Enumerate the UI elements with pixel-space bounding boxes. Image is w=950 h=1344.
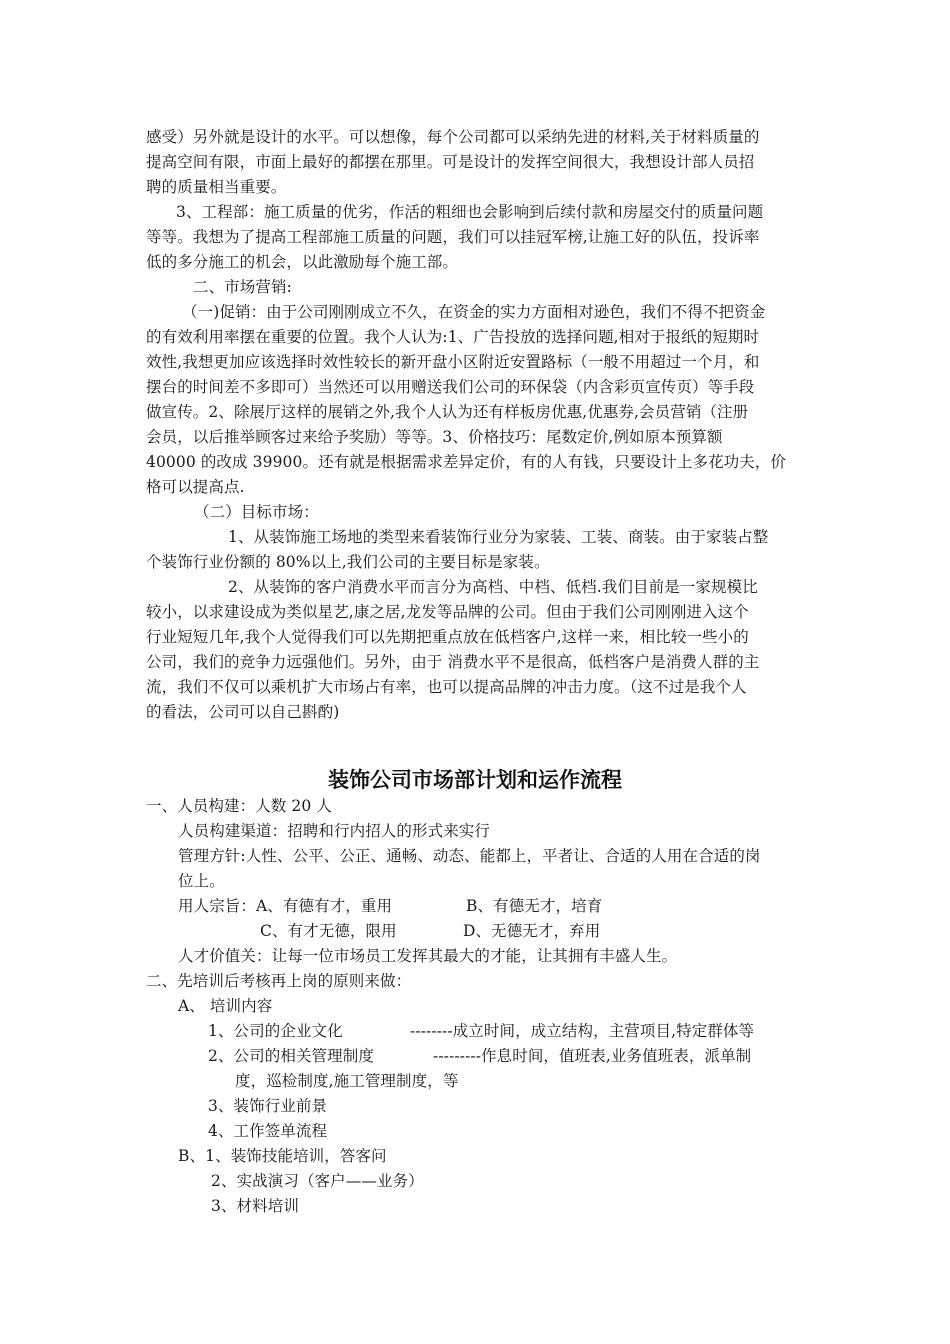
list-item: 2、实战演习（客户——业务） xyxy=(211,1172,424,1190)
body-line: 的有效利用率摆在重要的位置。我个人认为:1、广告投放的选择问题,相对于报纸的短期时 xyxy=(146,328,760,346)
list-item: 1、公司的企业文化 xyxy=(208,1022,343,1040)
list-subheading: B、1、装饰技能培训，答客问 xyxy=(178,1147,387,1165)
list-heading: 二、先培训后考核再上岗的原则来做： xyxy=(146,972,412,990)
list-item: 3、材料培训 xyxy=(211,1197,299,1215)
body-line: 2、从装饰的客户消费水平而言分为高档、中档、低档.我们目前是一家规模比 xyxy=(228,578,758,596)
list-item-detail: --------成立时间，成立结构，主营项目,特定群体等 xyxy=(410,1022,755,1040)
body-line: 做宣传。2、除展厅这样的展销之外,我个人认为还有样板房优惠,优惠券,会员营销（注册 xyxy=(146,403,749,421)
body-line: 聘的质量相当重要。 xyxy=(146,178,287,196)
body-line: 效性,我想更加应该选择时效性较长的新开盘小区附近安置路标（一般不用超过一个月，和 xyxy=(146,353,760,371)
body-line: 3、工程部：施工质量的优劣，作活的粗细也会影响到后续付款和房屋交付的质量问题 xyxy=(176,203,764,221)
principle-c: C、有才无德，限用 xyxy=(260,922,397,940)
principle-d: D、无德无才，弃用 xyxy=(463,922,601,940)
body-line: 40000 的改成 39900。还有就是根据需求差异定价，有的人有钱，只要设计上多花功夫，价 xyxy=(146,453,787,471)
body-line: 低的多分施工的机会，以此激励每个施工部。 xyxy=(146,253,459,271)
list-heading: 一、人员构建：人数 20 人 xyxy=(146,797,332,815)
body-line: （一)促销：由于公司刚刚成立不久，在资金的实力方面相对逊色，我们不得不把资金 xyxy=(182,303,766,321)
body-line: 等等。我想为了提高工程部施工质量的问题，我们可以挂冠军榜,让施工好的队伍，投诉率 xyxy=(146,228,760,246)
body-line: 位上。 xyxy=(178,872,225,890)
body-line: 提高空间有限，市面上最好的都摆在那里。可是设计的发挥空间很大，我想设计部人员招 xyxy=(146,153,755,171)
body-line: 感受）另外就是设计的水平。可以想像，每个公司都可以采纳先进的材料,关于材料质量的 xyxy=(146,128,760,146)
body-line: 较小，以求建设成为类似星艺,康之居,龙发等品牌的公司。但由于我们公司刚刚进入这个 xyxy=(146,603,749,621)
body-line: 1、从装饰施工场地的类型来看装饰行业分为家装、工装、商装。由于家装占整 xyxy=(228,528,769,546)
list-subheading: A、 培训内容 xyxy=(178,997,273,1015)
body-line: 格可以提高点. xyxy=(146,478,245,496)
body-line: 管理方针:人性、公平、公正、通畅、动态、能都上，平者让、合适的人用在合适的岗 xyxy=(178,847,761,865)
list-item: 2、公司的相关管理制度 xyxy=(208,1047,374,1065)
body-line: 个装饰行业份额的 80%以上,我们公司的主要目标是家装。 xyxy=(146,553,550,571)
principle-b: B、有德无才，培育 xyxy=(466,897,603,915)
body-line: 摆台的时间差不多即可）当然还可以用赠送我们公司的环保袋（内含彩页宣传页）等手段 xyxy=(146,378,755,396)
principle-a: 用人宗旨：A、有德有才，重用 xyxy=(178,897,393,915)
body-line: 的看法，公司可以自己斟酌) xyxy=(146,703,340,721)
document-title: 装饰公司市场部计划和运作流程 xyxy=(328,768,622,792)
body-line: 流，我们不仅可以乘机扩大市场占有率，也可以提高品牌的冲击力度。（这不过是我个人 xyxy=(146,678,747,696)
body-line: 行业短短几年,我个人觉得我们可以先期把重点放在低档客户,这样一来，相比较一些小的 xyxy=(146,628,749,646)
body-line: 公司，我们的竞争力远强他们。另外，由于 消费水平不是很高，低档客户是消费人群的主 xyxy=(146,653,760,671)
list-item: 4、工作签单流程 xyxy=(208,1122,328,1140)
body-line: 人员构建渠道：招聘和行内招人的形式来实行 xyxy=(178,822,491,840)
list-item: 3、装饰行业前景 xyxy=(208,1097,328,1115)
list-item-detail: ---------作息时间，值班表,业务值班表，派单制 xyxy=(433,1047,752,1065)
body-line: 人才价值关：让每一位市场员工发挥其最大的才能，让其拥有丰盛人生。 xyxy=(178,947,678,965)
section-heading: （二）目标市场： xyxy=(194,503,319,521)
list-item-detail: 度，巡检制度,施工管理制度，等 xyxy=(235,1072,459,1090)
body-line: 会员，以后推举顾客过来给予奖励）等等。3、价格技巧：尾数定价,例如原本预算额 xyxy=(146,428,723,446)
section-heading: 二、市场营销: xyxy=(193,278,292,296)
